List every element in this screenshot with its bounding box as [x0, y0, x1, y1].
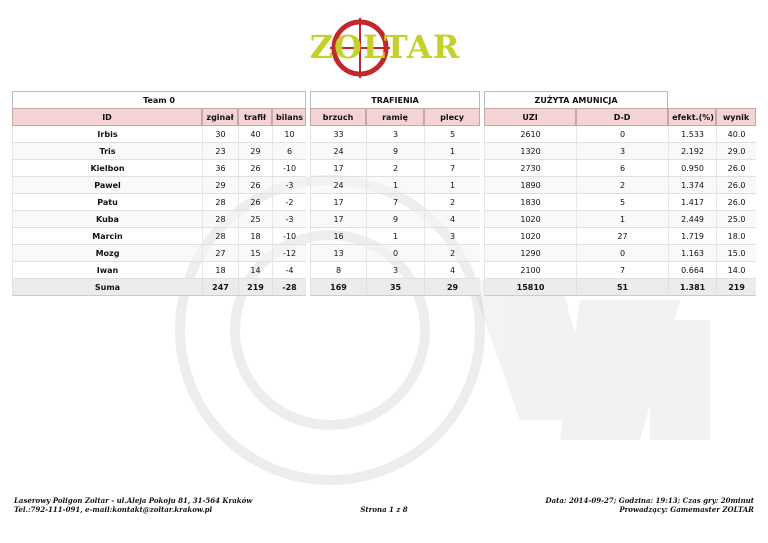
cell-uzi: 1320 [484, 143, 576, 160]
cell-plecy: 3 [424, 228, 480, 245]
cell-brzuch: 17 [310, 194, 366, 211]
col-wynik: wynik [716, 108, 756, 126]
cell-zginal: 36 [202, 160, 238, 177]
cell-trafil: 26 [238, 194, 272, 211]
cell-efekt: 1.719 [668, 228, 716, 245]
sum-bilans: -28 [272, 279, 306, 296]
table-row [12, 143, 756, 160]
cell-id: Marcin [12, 228, 202, 245]
group-ammo: ZUŻYTA AMUNICJA [484, 91, 668, 108]
cell-trafil: 29 [238, 143, 272, 160]
cell-ramie: 0 [366, 245, 424, 262]
cell-ramie: 7 [366, 194, 424, 211]
cell-bilans: -10 [272, 228, 306, 245]
cell-efekt: 1.417 [668, 194, 716, 211]
cell-uzi: 1290 [484, 245, 576, 262]
cell-efekt: 1.374 [668, 177, 716, 194]
cell-brzuch: 24 [310, 177, 366, 194]
col-id: ID [12, 108, 202, 126]
cell-bilans: -4 [272, 262, 306, 279]
cell-efekt: 2.449 [668, 211, 716, 228]
cell-bilans: -3 [272, 177, 306, 194]
cell-id: Kielbon [12, 160, 202, 177]
cell-efekt: 0.664 [668, 262, 716, 279]
cell-dd: 5 [576, 194, 668, 211]
cell-dd: 7 [576, 262, 668, 279]
cell-wynik: 26.0 [716, 177, 756, 194]
cell-trafil: 14 [238, 262, 272, 279]
cell-efekt: 0.950 [668, 160, 716, 177]
cell-wynik: 14.0 [716, 262, 756, 279]
cell-ramie: 2 [366, 160, 424, 177]
footer-game-info-line2: Prowadzący: Gamemaster ZOLTAR [619, 505, 754, 514]
sum-efekt: 1.381 [668, 279, 716, 296]
cell-bilans: -3 [272, 211, 306, 228]
col-dd: D-D [576, 108, 668, 126]
cell-ramie: 9 [366, 143, 424, 160]
cell-id: Pawel [12, 177, 202, 194]
cell-dd: 0 [576, 126, 668, 143]
cell-plecy: 5 [424, 126, 480, 143]
footer-page-number: Strona 1 z 8 [360, 505, 408, 514]
cell-brzuch: 13 [310, 245, 366, 262]
sum-zginal: 247 [202, 279, 238, 296]
logo-text: ZOLTAR [309, 28, 461, 66]
cell-wynik: 40.0 [716, 126, 756, 143]
group-hits: TRAFIENIA [310, 91, 480, 108]
cell-wynik: 29.0 [716, 143, 756, 160]
col-brzuch: brzuch [310, 108, 366, 126]
cell-wynik: 26.0 [716, 160, 756, 177]
cell-brzuch: 17 [310, 160, 366, 177]
cell-brzuch: 24 [310, 143, 366, 160]
cell-uzi: 1020 [484, 228, 576, 245]
footer-game-info-line1: Data: 2014-09-27; Godzina: 19:13; Czas gry: 20minut [545, 496, 754, 505]
cell-id: Patu [12, 194, 202, 211]
cell-ramie: 3 [366, 262, 424, 279]
cell-bilans: 10 [272, 126, 306, 143]
table-row [12, 245, 756, 262]
cell-id: Iwan [12, 262, 202, 279]
cell-id: Irbis [12, 126, 202, 143]
cell-wynik: 25.0 [716, 211, 756, 228]
cell-brzuch: 17 [310, 211, 366, 228]
cell-brzuch: 33 [310, 126, 366, 143]
cell-dd: 1 [576, 211, 668, 228]
cell-id: Kuba [12, 211, 202, 228]
table-row [12, 211, 756, 228]
col-zginal: zginał [202, 108, 238, 126]
cell-plecy: 4 [424, 211, 480, 228]
cell-uzi: 2610 [484, 126, 576, 143]
table-row [12, 228, 756, 245]
cell-dd: 6 [576, 160, 668, 177]
cell-efekt: 2.192 [668, 143, 716, 160]
cell-ramie: 3 [366, 126, 424, 143]
table-row [12, 177, 756, 194]
cell-bilans: -2 [272, 194, 306, 211]
cell-efekt: 1.163 [668, 245, 716, 262]
cell-trafil: 40 [238, 126, 272, 143]
cell-zginal: 28 [202, 228, 238, 245]
cell-trafil: 26 [238, 160, 272, 177]
cell-dd: 27 [576, 228, 668, 245]
footer-address-line2: Tel.:792-111-091, e-mail:kontakt@zoltar.krakow.pl [14, 505, 213, 514]
col-trafil: trafił [238, 108, 272, 126]
cell-trafil: 15 [238, 245, 272, 262]
cell-zginal: 29 [202, 177, 238, 194]
cell-plecy: 1 [424, 177, 480, 194]
col-uzi: UZI [484, 108, 576, 126]
cell-uzi: 2730 [484, 160, 576, 177]
sum-brzuch: 169 [310, 279, 366, 296]
cell-brzuch: 16 [310, 228, 366, 245]
footer-game-info [546, 496, 754, 514]
cell-zginal: 23 [202, 143, 238, 160]
cell-uzi: 1830 [484, 194, 576, 211]
sum-row [12, 279, 756, 296]
stats-table [12, 91, 756, 296]
cell-trafil: 18 [238, 228, 272, 245]
cell-uzi: 1890 [484, 177, 576, 194]
cell-ramie: 1 [366, 228, 424, 245]
cell-zginal: 27 [202, 245, 238, 262]
cell-uzi: 2100 [484, 262, 576, 279]
cell-dd: 0 [576, 245, 668, 262]
cell-zginal: 28 [202, 194, 238, 211]
cell-uzi: 1020 [484, 211, 576, 228]
cell-plecy: 7 [424, 160, 480, 177]
col-bilans: bilans [272, 108, 306, 126]
cell-trafil: 26 [238, 177, 272, 194]
cell-bilans: 6 [272, 143, 306, 160]
table-row [12, 160, 756, 177]
sum-dd: 51 [576, 279, 668, 296]
sum-plecy: 29 [424, 279, 480, 296]
cell-wynik: 15.0 [716, 245, 756, 262]
table-row [12, 194, 756, 211]
cell-zginal: 28 [202, 211, 238, 228]
table-row [12, 262, 756, 279]
cell-ramie: 9 [366, 211, 424, 228]
group-team: Team 0 [12, 91, 306, 108]
cell-dd: 2 [576, 177, 668, 194]
col-plecy: plecy [424, 108, 480, 126]
col-ramie: ramię [366, 108, 424, 126]
cell-id: Tris [12, 143, 202, 160]
cell-plecy: 2 [424, 194, 480, 211]
footer-address-line1: Laserowy Poligon Zoltar - ul.Aleja Pokoju 81, 31-564 Kraków [14, 496, 253, 505]
cell-trafil: 25 [238, 211, 272, 228]
cell-plecy: 2 [424, 245, 480, 262]
cell-brzuch: 8 [310, 262, 366, 279]
table-row [12, 126, 756, 143]
cell-id: Mozg [12, 245, 202, 262]
sum-uzi: 15810 [484, 279, 576, 296]
cell-dd: 3 [576, 143, 668, 160]
sum-id: Suma [12, 279, 202, 296]
cell-zginal: 18 [202, 262, 238, 279]
cell-efekt: 1.533 [668, 126, 716, 143]
sum-trafil: 219 [238, 279, 272, 296]
cell-plecy: 1 [424, 143, 480, 160]
cell-bilans: -12 [272, 245, 306, 262]
cell-plecy: 4 [424, 262, 480, 279]
zoltar-logo [300, 16, 470, 80]
sum-wynik: 219 [716, 279, 756, 296]
cell-ramie: 1 [366, 177, 424, 194]
cell-wynik: 26.0 [716, 194, 756, 211]
cell-zginal: 30 [202, 126, 238, 143]
col-efekt: efekt.(%) [668, 108, 716, 126]
sum-ramie: 35 [366, 279, 424, 296]
cell-bilans: -10 [272, 160, 306, 177]
cell-wynik: 18.0 [716, 228, 756, 245]
